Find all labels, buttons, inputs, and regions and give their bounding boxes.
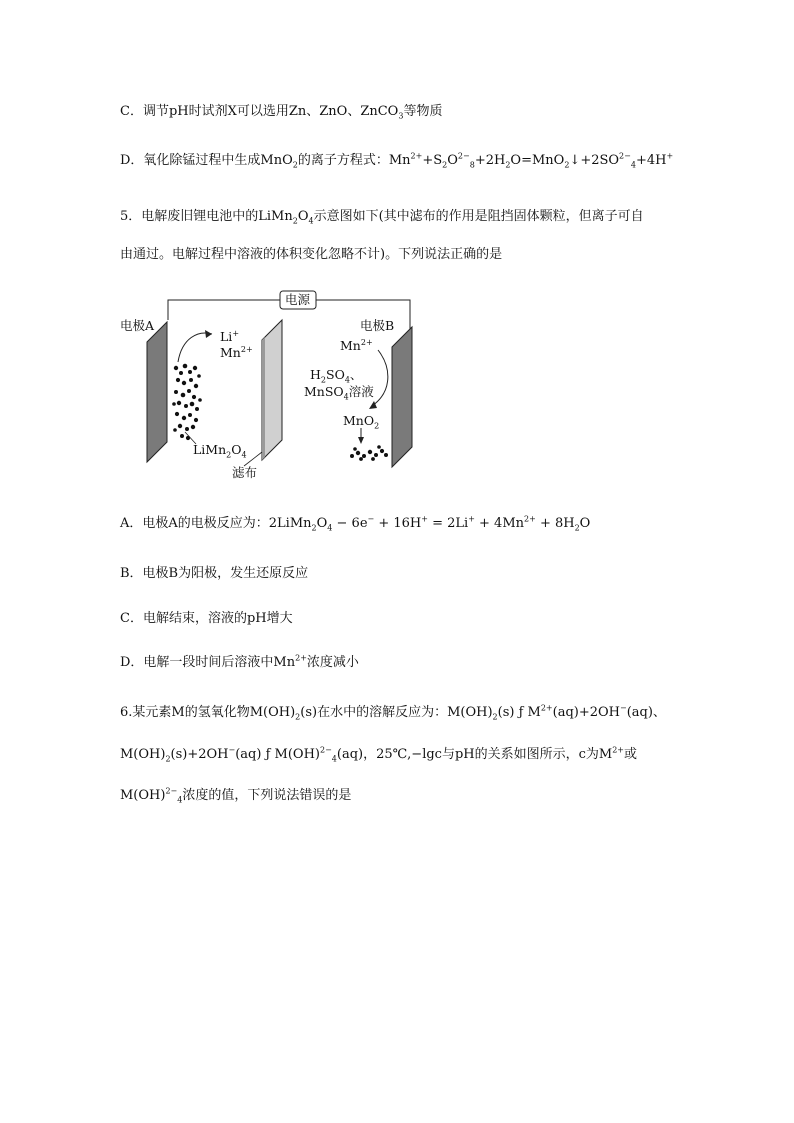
option-c-previous: C．调节pH时试剂X可以选用Zn、ZnO、ZnCO$_3$等物质 bbox=[120, 104, 443, 121]
h2so4-label: $H_2SO_4$、 bbox=[310, 367, 363, 385]
electrolysis-diagram-graphic bbox=[0, 0, 794, 500]
mnso4-solution-label: MnSO$_4$溶液 bbox=[304, 384, 374, 402]
option-c: C．电解结束，溶液的pH增大 bbox=[120, 611, 293, 626]
option-d-previous: D．氧化除锰过程中生成MnO$_2$的离子方程式：$Mn^{2+}+S_2O^{2-}_8+2H_2O=MnO_2↓+2SO^{2-}_4+4H^+$ bbox=[120, 151, 674, 170]
power-supply-label: 电源 bbox=[285, 292, 311, 307]
electrode-b-label: 电极B bbox=[360, 318, 395, 333]
mn-ion-right-label: $Mn^{2+}$ bbox=[340, 337, 373, 353]
question-6-line-3: M(OH)$^{2-}_4$浓度的值，下列说法错误的是 bbox=[120, 786, 352, 805]
electrode-a-label: 电极A bbox=[120, 318, 155, 333]
option-a: A．电极A的电极反应为：$2LiMn_2O_4 - 6e^- + 16H^+ = 2Li^+ + 4Mn^{2+} + 8H_2O$ bbox=[120, 514, 591, 533]
mn-ion-left-label: $Mn^{2+}$ bbox=[220, 344, 253, 360]
limn2o4-particles bbox=[172, 364, 202, 440]
mno2-particles bbox=[350, 445, 388, 461]
question-5-line-1: 5．电解废旧锂电池中的$LiMn_2O_4$示意图如下(其中滤布的作用是阻挡固体颗粒，但离子可自 bbox=[120, 209, 644, 226]
mno2-label: MnO$_2$ bbox=[343, 413, 380, 431]
li-ion-label: Li+ bbox=[220, 328, 240, 344]
question-6-line-2: $M(OH)_2(s)+2OH^-(aq)$ ƒ M(OH)$^{2-}_4$(aq)，25℃,−lgc与pH的关系如图所示，c为$M^{2+}$或 bbox=[120, 745, 638, 764]
option-b: B．电极B为阳极，发生还原反应 bbox=[120, 566, 309, 581]
limn2o4-label: $LiMn_2O_4$ bbox=[193, 442, 247, 460]
filter-cloth-label: 滤布 bbox=[232, 465, 258, 480]
question-6-line-1: 6.某元素M的氢氧化物$M(OH)_2(s)$在水中的溶解反应为：$M(OH)_2(s)$ ƒ $M^{2+}(aq)+2OH^-(aq)$、 bbox=[120, 703, 666, 722]
question-5-line-2: 由通过。电解过程中溶液的体积变化忽略不计)。下列说法正确的是 bbox=[120, 247, 503, 262]
option-d: D．电解一段时间后溶液中$Mn^{2+}$浓度减小 bbox=[120, 653, 359, 670]
